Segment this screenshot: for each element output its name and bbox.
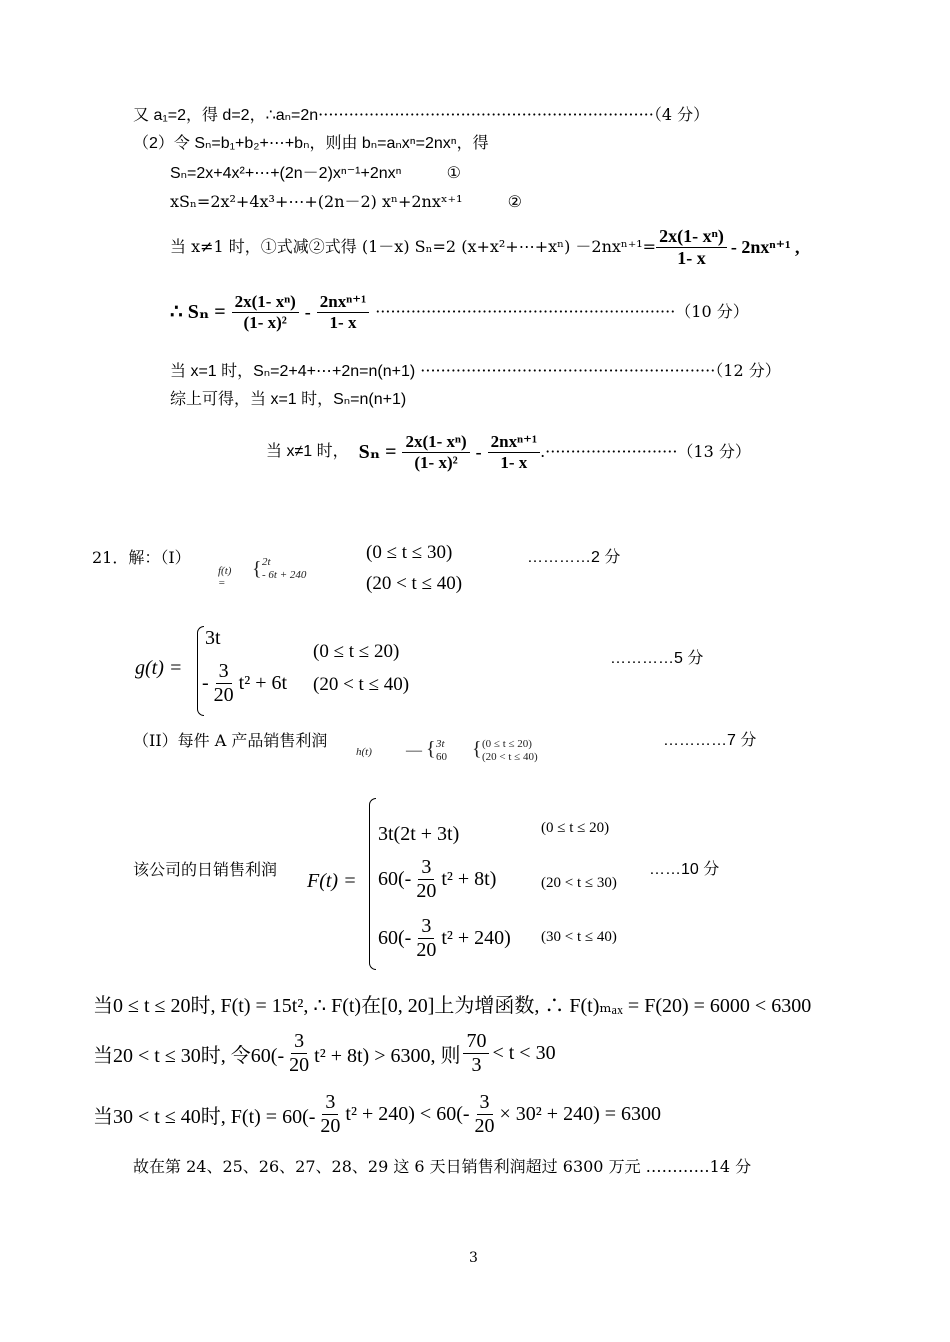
g-cond2: (20 < t ≤ 40) <box>313 674 410 695</box>
h-score: …………7 分 <box>663 732 757 749</box>
reason-3-frac1 <box>317 1091 343 1138</box>
final-minus: - <box>475 442 482 462</box>
F-case2 <box>378 856 496 903</box>
reason-2-frac2-den: 3 <box>471 1054 482 1076</box>
final-frac1-den: (1- x)² <box>414 452 458 472</box>
eq1-mark: ① <box>446 163 461 182</box>
F-case2-post: t² + 8t) <box>441 868 497 890</box>
subtract-num: 2x(1- xⁿ) <box>656 226 727 248</box>
reason-2-mid: t² + 8t) > 6300, 则 <box>314 1045 461 1067</box>
final-frac2-den: 1- x <box>500 452 528 472</box>
g-case2 <box>202 660 287 707</box>
line-let-sn: （2）令 Sₙ=b₁+b₂+⋯+bₙ，则由 bₙ=aₙxⁿ=2nxⁿ，得 <box>133 135 489 152</box>
F-case2-frac <box>413 856 439 903</box>
f-cond1: (0 ≤ t ≤ 30) <box>366 542 453 563</box>
sn-frac1 <box>232 292 299 332</box>
sn-frac2-num: 2nxⁿ⁺¹ <box>317 292 369 313</box>
sn-frac1-num: 2x(1- xⁿ) <box>232 292 299 313</box>
F-brace <box>369 798 376 970</box>
f-score: …………2 分 <box>527 549 621 566</box>
F-case3-post: t² + 240) <box>441 927 511 949</box>
final-dots: .·························· <box>540 442 678 461</box>
g-case2-rest: t² + 6t <box>238 672 288 694</box>
x1-score: （12 分） <box>715 361 781 380</box>
h-small-cond1: (0 ≤ t ≤ 20) <box>482 738 532 750</box>
reason-3-frac2-num: 3 <box>477 1091 493 1115</box>
F-case2-den: 20 <box>416 880 437 902</box>
F-case2-pre: 60(- <box>378 868 412 890</box>
line-summary: 综上可得，当 x=1 时，Sₙ=n(n+1) <box>170 391 407 408</box>
g-case1: 3t <box>205 627 221 649</box>
reason-1: 当0 ≤ t ≤ 20时, F(t) = 15t², ∴ F(t)在[0, 20]上为增函数, ∴ F(t)ₘₐₓ = F(20) = 6000 < 6300 <box>93 995 812 1017</box>
reason-3-frac2-den: 20 <box>474 1115 495 1137</box>
sn-frac2-den: 1- x <box>329 312 357 332</box>
h-small-brace1: { <box>426 738 436 760</box>
h-text: （II）每件 A 产品销售利润 <box>133 731 328 750</box>
h-small-case1: 3t <box>436 738 445 750</box>
reason-2-frac2 <box>463 1030 489 1077</box>
reason-2-pre: 当20 < t ≤ 30时, 令60(- <box>93 1045 285 1067</box>
g-score: …………5 分 <box>610 650 704 667</box>
sn-lhs: ∴ Sₙ = <box>170 301 226 323</box>
reason-2-post: < t < 30 <box>492 1042 556 1064</box>
reason-3-frac2 <box>472 1091 498 1138</box>
final-lhs: Sₙ = <box>358 441 397 463</box>
subtract-den: 1- x <box>677 247 706 268</box>
reason-3 <box>93 1091 661 1138</box>
reason-3-mid: t² + 240) < 60(- <box>345 1103 470 1125</box>
h-small-case2: 60 <box>436 751 447 763</box>
line-x-equals-1 <box>170 361 781 382</box>
final-pre: 当 x≠1 时， <box>266 443 349 460</box>
g-cond1: (0 ≤ t ≤ 20) <box>313 641 400 662</box>
reason-2-frac1-den: 20 <box>289 1054 310 1076</box>
subtract-post: - 2nxⁿ⁺¹ , <box>730 237 800 257</box>
line-a1-text: 又 a₁=2，得 d=2，∴aₙ=2n <box>133 107 319 124</box>
F-case3-frac <box>413 915 439 962</box>
reason-2 <box>93 1030 556 1077</box>
f-small-case1: 2t <box>262 556 271 568</box>
page-number: 3 <box>469 1250 478 1266</box>
F-cond3: (30 < t ≤ 40) <box>541 929 617 945</box>
final-frac2-num: 2nxⁿ⁺¹ <box>488 432 540 453</box>
reason-3-frac1-den: 20 <box>320 1115 341 1137</box>
line-a1 <box>133 105 709 126</box>
line-a1-score: （4 分） <box>653 105 710 124</box>
reason-2-frac1-num: 3 <box>291 1030 307 1054</box>
sn-frac1-den: (1- x)² <box>243 312 287 332</box>
q21-header: 21．解：（I） <box>92 548 191 567</box>
reason-2-frac2-num: 70 <box>463 1030 489 1054</box>
F-case3-den: 20 <box>416 939 437 961</box>
subtract-fraction <box>656 226 727 268</box>
reason-3-post: × 30² + 240) = 6300 <box>499 1103 662 1125</box>
F-case2-num: 3 <box>418 856 434 880</box>
reason-2-frac1 <box>286 1030 312 1077</box>
g-case2-den: 20 <box>213 684 234 706</box>
F-case3 <box>378 915 511 962</box>
F-case3-num: 3 <box>418 915 434 939</box>
line-eq2 <box>170 192 522 212</box>
F-case3-pre: 60(- <box>378 927 412 949</box>
reason-3-frac1-num: 3 <box>322 1091 338 1115</box>
h-small-eq: — <box>406 742 422 759</box>
F-case1: 3t(2t + 3t) <box>378 823 460 845</box>
reason-3-pre: 当30 < t ≤ 40时, F(t) = 60(- <box>93 1106 316 1128</box>
sn-dots: ··························································· <box>375 302 676 321</box>
line-eq1 <box>170 163 461 184</box>
eq1-text: Sₙ=2x+4x²+⋯+(2n－2)xⁿ⁻¹+2nxⁿ <box>170 165 402 182</box>
g-case2-frac <box>211 660 237 707</box>
x1-text: 当 x=1 时，Sₙ=2+4+⋯+2n=n(n+1) <box>170 363 416 380</box>
final-score: （13 分） <box>677 442 751 461</box>
final-frac2 <box>488 432 540 472</box>
sn-score: （10 分） <box>675 302 749 321</box>
g-case2-num: 3 <box>216 660 232 684</box>
final-frac1 <box>402 432 469 472</box>
eq2-mark: ② <box>507 192 522 211</box>
f-cond2: (20 < t ≤ 40) <box>366 573 463 594</box>
line-a1-dots: ·································································· <box>318 105 654 124</box>
conclusion: 故在第 24、25、26、27、28、29 这 6 天日销售利润超过 6300 万元 …………14 分 <box>133 1157 752 1176</box>
sn-minus: - <box>304 302 311 322</box>
F-cond1: (0 ≤ t ≤ 20) <box>541 820 610 836</box>
final-frac1-num: 2x(1- xⁿ) <box>402 432 469 453</box>
F-lhs: F(t) = <box>307 870 357 892</box>
f-small-lhs: f(t) = <box>218 565 232 589</box>
line-sn-result <box>170 284 749 340</box>
g-case2-sign: - <box>202 672 209 694</box>
h-small-cond2: (20 < t ≤ 40) <box>482 751 538 763</box>
f-small-brace: { <box>252 558 262 580</box>
h-small-lhs: h(t) <box>356 746 372 758</box>
line-final-sn <box>266 424 751 480</box>
eq2-text: xSₙ=2x²+4x³+⋯+(2n－2) xⁿ+2nxˣ⁺¹ <box>170 192 463 211</box>
sn-frac2 <box>317 292 369 332</box>
F-text: 该公司的日销售利润 <box>133 860 278 879</box>
line-subtract <box>170 222 800 272</box>
h-small-brace2: { <box>472 738 482 760</box>
subtract-pre: 当 x≠1 时，①式减②式得 (1－x) Sₙ=2 (x+x²+⋯+xⁿ) －2nxⁿ⁺¹= <box>170 237 657 256</box>
F-cond2: (20 < t ≤ 30) <box>541 875 617 891</box>
f-small-case2: - 6t + 240 <box>262 569 307 581</box>
g-lhs: g(t) = <box>135 657 183 679</box>
x1-dots: ·························································· <box>420 361 716 380</box>
F-score: ……10 分 <box>649 861 720 878</box>
